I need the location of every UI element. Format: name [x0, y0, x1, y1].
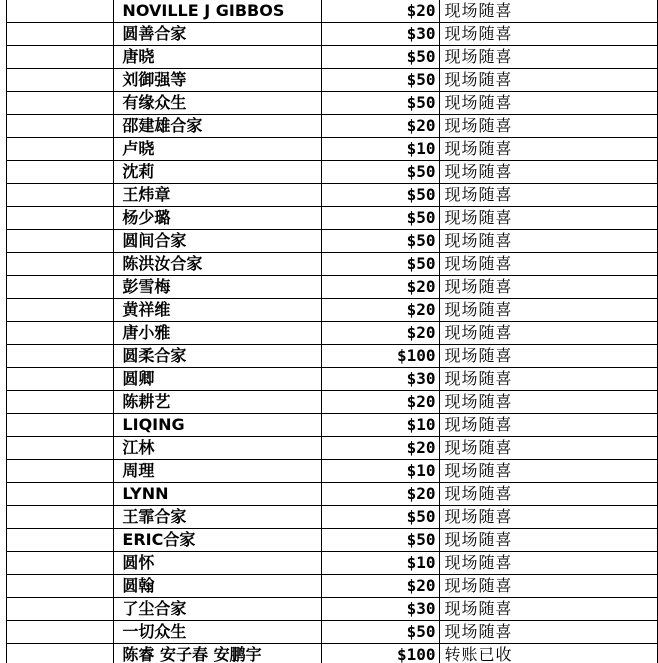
row-index-cell[interactable]: [7, 69, 114, 92]
amount-cell[interactable]: $30: [321, 368, 439, 391]
note-cell[interactable]: 现场随喜: [439, 552, 657, 575]
table-row: [7, 598, 658, 621]
note-cell[interactable]: 现场随喜: [439, 621, 657, 644]
amount-cell[interactable]: $10: [321, 414, 439, 437]
note-cell[interactable]: 现场随喜: [439, 0, 657, 23]
note-cell[interactable]: 现场随喜: [439, 46, 657, 69]
amount-cell[interactable]: $50: [321, 207, 439, 230]
note-cell[interactable]: 现场随喜: [439, 230, 657, 253]
amount-cell[interactable]: $20: [321, 299, 439, 322]
note-cell[interactable]: 现场随喜: [439, 69, 657, 92]
amount-cell[interactable]: $50: [321, 46, 439, 69]
row-index-cell[interactable]: [7, 161, 114, 184]
amount-cell[interactable]: $30: [321, 598, 439, 621]
amount-cell[interactable]: $50: [321, 253, 439, 276]
table-row: [7, 322, 658, 345]
table-row: [7, 506, 658, 529]
table-row: [7, 46, 658, 69]
row-index-cell[interactable]: [7, 483, 114, 506]
row-index-cell[interactable]: [7, 368, 114, 391]
table-row: [7, 253, 658, 276]
table-row: [7, 483, 658, 506]
table-row: [7, 23, 658, 46]
row-index-cell[interactable]: [7, 437, 114, 460]
note-cell[interactable]: 现场随喜: [439, 322, 657, 345]
amount-cell[interactable]: $20: [321, 575, 439, 598]
row-index-cell[interactable]: [7, 552, 114, 575]
note-cell[interactable]: 现场随喜: [439, 529, 657, 552]
amount-cell[interactable]: $30: [321, 23, 439, 46]
row-index-cell[interactable]: [7, 575, 114, 598]
note-cell[interactable]: 现场随喜: [439, 253, 657, 276]
donor-name-cell[interactable]: 圆善合家: [114, 23, 321, 46]
donor-name-cell[interactable]: 陈洪汝合家: [114, 253, 321, 276]
note-cell[interactable]: 现场随喜: [439, 575, 657, 598]
row-index-cell[interactable]: [7, 23, 114, 46]
donor-name-cell[interactable]: 江林: [114, 437, 321, 460]
donor-name-cell[interactable]: 王霏合家: [114, 506, 321, 529]
note-cell[interactable]: 现场随喜: [439, 138, 657, 161]
note-cell[interactable]: 现场随喜: [439, 345, 657, 368]
amount-cell[interactable]: $20: [321, 322, 439, 345]
donor-name-cell[interactable]: 了尘合家: [114, 598, 321, 621]
amount-cell[interactable]: $20: [321, 115, 439, 138]
donor-name-cell[interactable]: 圆间合家: [114, 230, 321, 253]
table-row: [7, 368, 658, 391]
row-index-cell[interactable]: [7, 345, 114, 368]
amount-cell[interactable]: $50: [321, 92, 439, 115]
note-cell[interactable]: 现场随喜: [439, 414, 657, 437]
donation-table-body: [7, 0, 658, 663]
table-row: [7, 92, 658, 115]
donor-name-cell[interactable]: LYNN: [114, 483, 321, 506]
table-row: [7, 184, 658, 207]
note-cell[interactable]: 现场随喜: [439, 437, 657, 460]
donor-name-cell[interactable]: 沈莉: [114, 161, 321, 184]
amount-cell[interactable]: $50: [321, 69, 439, 92]
donor-name-cell[interactable]: 一切众生: [114, 621, 321, 644]
donor-name-cell[interactable]: 卢晓: [114, 138, 321, 161]
donor-name-cell[interactable]: 唐小雅: [114, 322, 321, 345]
amount-cell[interactable]: $20: [321, 437, 439, 460]
donor-name-cell[interactable]: 有缘众生: [114, 92, 321, 115]
table-row: [7, 230, 658, 253]
amount-cell[interactable]: $50: [321, 184, 439, 207]
row-index-cell[interactable]: [7, 506, 114, 529]
note-cell[interactable]: 现场随喜: [439, 184, 657, 207]
row-index-cell[interactable]: [7, 230, 114, 253]
row-index-cell[interactable]: [7, 207, 114, 230]
row-index-cell[interactable]: [7, 0, 114, 23]
table-row: [7, 644, 658, 663]
donor-name-cell[interactable]: ERIC合家: [114, 529, 321, 552]
note-cell[interactable]: 现场随喜: [439, 598, 657, 621]
donor-name-cell[interactable]: 彭雪梅: [114, 276, 321, 299]
note-cell[interactable]: 现场随喜: [439, 207, 657, 230]
row-index-cell[interactable]: [7, 115, 114, 138]
donor-name-cell[interactable]: 邵建雄合家: [114, 115, 321, 138]
note-cell[interactable]: 现场随喜: [439, 368, 657, 391]
amount-cell[interactable]: $50: [321, 506, 439, 529]
donor-name-cell[interactable]: 圆怀: [114, 552, 321, 575]
row-index-cell[interactable]: [7, 138, 114, 161]
row-index-cell[interactable]: [7, 414, 114, 437]
table-row: [7, 414, 658, 437]
table-row: [7, 552, 658, 575]
table-row: [7, 276, 658, 299]
table-row: [7, 115, 658, 138]
row-index-cell[interactable]: [7, 529, 114, 552]
amount-cell[interactable]: $10: [321, 460, 439, 483]
row-index-cell[interactable]: [7, 46, 114, 69]
amount-cell[interactable]: $100: [321, 644, 439, 663]
donor-name-cell[interactable]: 王炜章: [114, 184, 321, 207]
row-index-cell[interactable]: [7, 184, 114, 207]
table-row: [7, 161, 658, 184]
amount-cell[interactable]: $10: [321, 552, 439, 575]
row-index-cell[interactable]: [7, 460, 114, 483]
note-cell[interactable]: 现场随喜: [439, 483, 657, 506]
donor-name-cell[interactable]: 圆卿: [114, 368, 321, 391]
note-cell[interactable]: 现场随喜: [439, 161, 657, 184]
row-index-cell[interactable]: [7, 253, 114, 276]
note-cell[interactable]: 现场随喜: [439, 23, 657, 46]
donation-table: [6, 0, 658, 663]
table-row: [7, 460, 658, 483]
note-cell[interactable]: 转账已收: [439, 644, 657, 663]
table-row: [7, 575, 658, 598]
amount-cell[interactable]: $100: [321, 345, 439, 368]
note-cell[interactable]: 现场随喜: [439, 391, 657, 414]
note-cell[interactable]: 现场随喜: [439, 276, 657, 299]
table-row: [7, 529, 658, 552]
table-row: [7, 0, 658, 23]
row-index-cell[interactable]: [7, 644, 114, 663]
row-index-cell[interactable]: [7, 391, 114, 414]
row-index-cell[interactable]: [7, 299, 114, 322]
amount-cell[interactable]: $10: [321, 138, 439, 161]
table-row: [7, 437, 658, 460]
note-cell[interactable]: 现场随喜: [439, 299, 657, 322]
row-index-cell[interactable]: [7, 276, 114, 299]
note-cell[interactable]: 现场随喜: [439, 460, 657, 483]
donor-name-cell[interactable]: 周理: [114, 460, 321, 483]
donor-name-cell[interactable]: LIQING: [114, 414, 321, 437]
amount-cell[interactable]: $20: [321, 391, 439, 414]
donor-name-cell[interactable]: 圆翰: [114, 575, 321, 598]
table-row: [7, 391, 658, 414]
note-cell[interactable]: 现场随喜: [439, 506, 657, 529]
donor-name-cell[interactable]: 刘御强等: [114, 69, 321, 92]
row-index-cell[interactable]: [7, 92, 114, 115]
amount-cell[interactable]: $50: [321, 621, 439, 644]
amount-cell[interactable]: $20: [321, 0, 439, 23]
row-index-cell[interactable]: [7, 621, 114, 644]
donor-name-cell[interactable]: 陈睿 安子春 安鹏宇: [114, 644, 321, 663]
note-cell[interactable]: 现场随喜: [439, 92, 657, 115]
donor-name-cell[interactable]: 杨少璐: [114, 207, 321, 230]
amount-cell[interactable]: $20: [321, 483, 439, 506]
table-row: [7, 69, 658, 92]
table-row: [7, 621, 658, 644]
donor-name-cell[interactable]: NOVILLE J GIBBOS: [114, 0, 321, 23]
table-row: [7, 345, 658, 368]
row-index-cell[interactable]: [7, 598, 114, 621]
donor-name-cell[interactable]: 唐晓: [114, 46, 321, 69]
note-cell[interactable]: 现场随喜: [439, 115, 657, 138]
row-index-cell[interactable]: [7, 322, 114, 345]
donor-name-cell[interactable]: 黄祥维: [114, 299, 321, 322]
table-row: [7, 207, 658, 230]
amount-cell[interactable]: $50: [321, 529, 439, 552]
amount-cell[interactable]: $50: [321, 230, 439, 253]
donor-name-cell[interactable]: 陈耕艺: [114, 391, 321, 414]
table-row: [7, 299, 658, 322]
donor-name-cell[interactable]: 圆柔合家: [114, 345, 321, 368]
amount-cell[interactable]: $50: [321, 161, 439, 184]
amount-cell[interactable]: $20: [321, 276, 439, 299]
table-row: [7, 138, 658, 161]
